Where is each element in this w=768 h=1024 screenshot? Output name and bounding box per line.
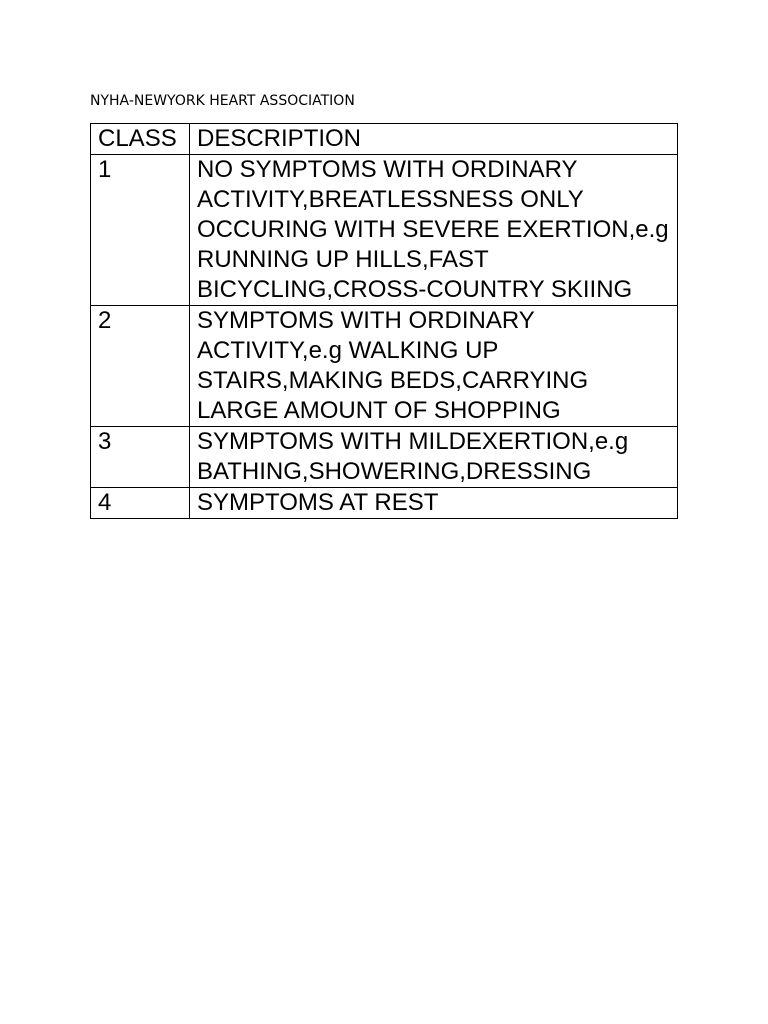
description-cell: SYMPTOMS WITH MILDEXERTION,e.g BATHING,SHOWERING,DRESSING — [190, 427, 678, 488]
table-header-row — [91, 124, 678, 155]
class-cell: 2 — [91, 306, 190, 427]
class-cell: 1 — [91, 155, 190, 306]
header-class: CLASS — [91, 124, 190, 155]
class-cell: 4 — [91, 488, 190, 519]
nyha-class-table — [90, 123, 678, 519]
class-cell: 3 — [91, 427, 190, 488]
table-row — [91, 427, 678, 488]
description-cell: NO SYMPTOMS WITH ORDINARY ACTIVITY,BREATLESSNESS ONLY OCCURING WITH SEVERE EXERTION,e.g RUNNING UP HILLS,FAST BICYCLING,CROSS-COUNTRY SKIING — [190, 155, 678, 306]
header-description: DESCRIPTION — [190, 124, 678, 155]
description-cell: SYMPTOMS AT REST — [190, 488, 678, 519]
table-row — [91, 306, 678, 427]
table-row — [91, 155, 678, 306]
document-title: NYHA-NEWYORK HEART ASSOCIATION — [90, 93, 355, 109]
table-row — [91, 488, 678, 519]
description-cell: SYMPTOMS WITH ORDINARY ACTIVITY,e.g WALKING UP STAIRS,MAKING BEDS,CARRYING LARGE AMOUNT OF SHOPPING — [190, 306, 678, 427]
